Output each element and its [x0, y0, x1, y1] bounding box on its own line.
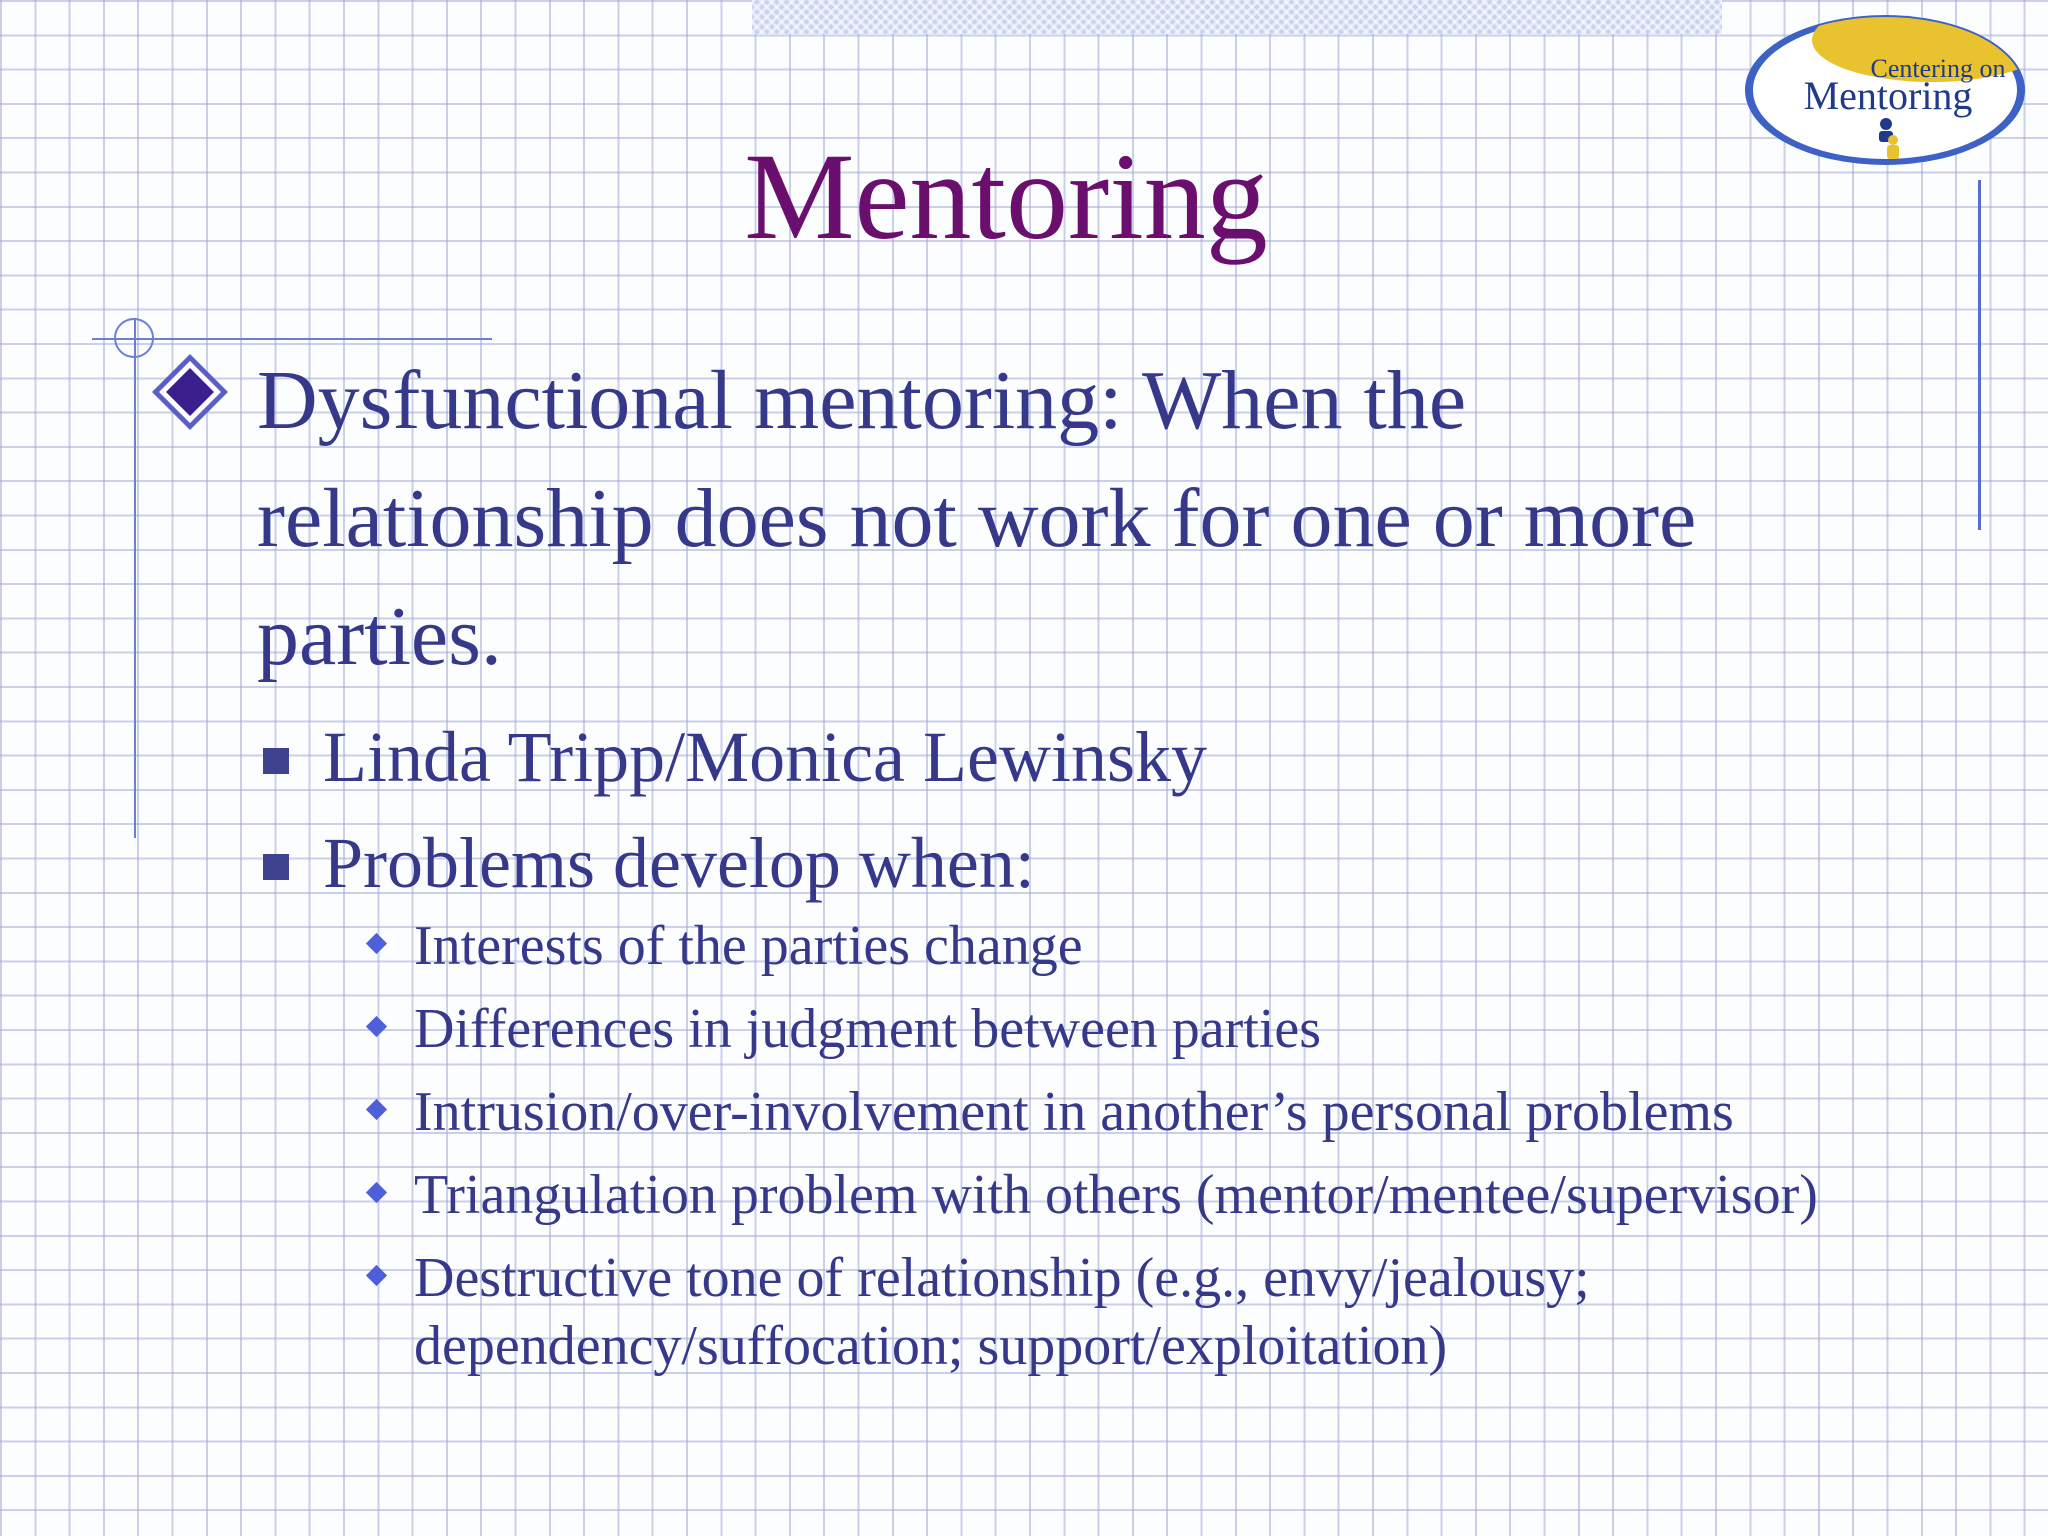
square-bullet-icon	[263, 748, 289, 774]
sub-sub-bullet-text: Destructive tone of relationship (e.g., envy/jealousy; dependency/suffocation; support/exploitation)	[414, 1247, 1590, 1377]
top-decorative-band	[752, 0, 1722, 34]
diamond-bullet-icon	[150, 352, 230, 432]
list-item	[365, 995, 1845, 1063]
sub-sub-bullet-text: Differences in judgment between parties	[414, 998, 1322, 1060]
left-decorative-rule-vertical	[134, 318, 136, 838]
list-item	[263, 810, 1763, 916]
sub-sub-bullet-list	[365, 912, 1845, 1395]
logo-line-2: Mentoring	[1803, 73, 1973, 118]
small-diamond-bullet-icon	[366, 933, 387, 954]
sub-sub-bullet-text: Triangulation problem with others (mentor/mentee/supervisor)	[414, 1164, 1818, 1226]
small-diamond-bullet-icon	[366, 1265, 387, 1286]
list-item	[365, 1161, 1845, 1229]
list-item	[365, 912, 1845, 980]
main-bullet-text: Dysfunctional mentoring: When the relationship does not work for one or more parties.	[257, 354, 1697, 683]
list-item	[365, 1244, 1845, 1380]
logo-line-1: Centering on	[1870, 54, 2006, 83]
small-diamond-bullet-icon	[366, 1099, 387, 1120]
sub-bullet-text: Problems develop when:	[323, 823, 1035, 903]
sub-bullet-text: Linda Tripp/Monica Lewinsky	[323, 717, 1207, 797]
small-diamond-bullet-icon	[366, 1182, 387, 1203]
square-bullet-icon	[263, 854, 289, 880]
sub-sub-bullet-text: Intrusion/over-involvement in another’s personal problems	[414, 1081, 1734, 1143]
sub-bullet-list	[263, 704, 1763, 916]
slide-title: Mentoring	[744, 128, 1268, 265]
sub-sub-bullet-text: Interests of the parties change	[414, 915, 1083, 977]
list-item	[263, 704, 1763, 810]
list-item	[365, 1078, 1845, 1146]
small-diamond-bullet-icon	[366, 1016, 387, 1037]
decorative-circle	[114, 318, 154, 358]
